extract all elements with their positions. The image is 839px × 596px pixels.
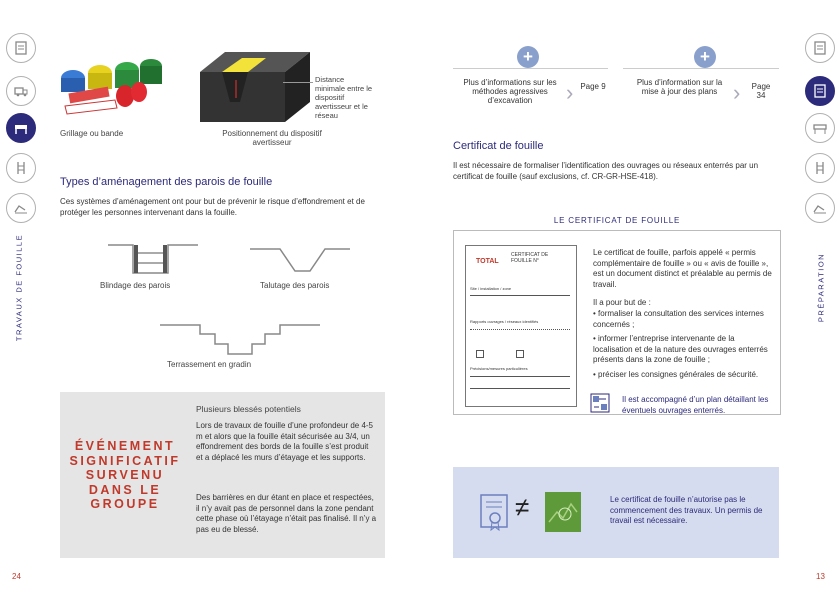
nav-ladder-icon[interactable] <box>6 153 36 183</box>
caption-positionnement: Positionnement du dispositif avertisseur <box>222 129 322 147</box>
nav-trench-icon[interactable] <box>6 193 36 223</box>
doc-rule-2 <box>470 329 570 330</box>
info-chevron-icon-2: › <box>733 80 741 105</box>
doc-line-1: Site / installation / zone <box>470 286 512 291</box>
talutage-illustration <box>250 245 350 275</box>
certificat-intro: Il est nécessaire de formaliser l’identification des ouvrages ou réseaux enterrés par un certificat de fouille (sauf exclusions, cf. CR-GR-HSE-418). <box>453 161 759 181</box>
nav-document-icon[interactable] <box>6 33 36 63</box>
plan-note: Il est accompagné d’un plan détaillant les éventuels ouvrages enterrés. <box>622 395 769 415</box>
caption-grillage: Grillage ou bande <box>60 129 124 138</box>
doc-checkbox-2 <box>516 350 524 358</box>
event-heading: ÉVÉNEMENT SIGNIFICATIF SURVENU DANS LE GROUPE <box>69 439 181 511</box>
section-title-parois: Types d’aménagement des parois de fouille <box>60 176 273 188</box>
doc-rule-4 <box>470 388 570 389</box>
doc-line-2: Rapports ouvrages / réseaux identifiés <box>470 319 539 324</box>
nav-right-document-icon[interactable] <box>805 33 835 63</box>
goal-text-1: formaliser la consultation des services internes concernés ; <box>593 309 764 329</box>
certificat-goal-intro: Il a pour but de : <box>593 298 651 307</box>
nav-right-barrier-icon[interactable] <box>805 113 835 143</box>
info-box-1-text: Plus d’informations sur les méthodes agressives d’excavation <box>463 78 557 105</box>
section-intro-parois: Ces systèmes d’aménagement ont pour but de prévenir le risque d’effondrement et de protéger les personnes intervenant dans la fouille. <box>60 197 365 217</box>
section-title-certificat: Certificat de fouille <box>453 140 544 152</box>
info-box-2-page: Page 34 <box>751 82 771 100</box>
doc-rule-3 <box>470 376 570 377</box>
grillage-illustration <box>55 48 167 120</box>
terrassement-illustration <box>160 320 320 360</box>
caption-terrassement: Terrassement en gradin <box>167 360 252 369</box>
side-label-right: PRÉPARATION <box>816 252 826 323</box>
doc-line-3: Précisions/mesures particulières <box>470 366 528 371</box>
event-lead: Plusieurs blessés potentiels <box>196 404 301 414</box>
leader-line <box>283 82 313 83</box>
page-number-right: 13 <box>816 572 825 581</box>
nav-truck-icon[interactable] <box>6 76 36 106</box>
doc-rule-1 <box>470 295 570 296</box>
goal-item-2: • informer l’entreprise intervenante de la localisation et de la nature des ouvrages enterrés présents dans la zone de fouille ; <box>593 334 768 364</box>
doc-brand: TOTAL <box>476 258 499 265</box>
goal-item-1: • formaliser la consultation des services internes concernés ; <box>593 309 764 329</box>
trench-warning-illustration <box>200 52 310 122</box>
nav-right-ladder-icon[interactable] <box>805 153 835 183</box>
blindage-illustration <box>108 237 198 277</box>
map-plan-icon <box>590 393 610 413</box>
doc-title: CERTIFICAT DE FOUILLE N° <box>511 252 549 264</box>
certificat-document-preview <box>465 245 577 407</box>
event-para2: Des barrières en dur étant en place et respectées, il n’y avait pas de personnel dans la zone pendant cette phase où l’étayage n’était pas finalisé. Il n’y a pas eu de blessé. <box>196 493 377 534</box>
caption-blindage: Blindage des parois <box>100 281 171 290</box>
nav-barrier-icon[interactable] <box>6 113 36 143</box>
side-label-left: TRAVAUX DE FOUILLE <box>14 233 24 342</box>
goal-text-3: préciser les consignes générales de sécurité. <box>598 370 759 379</box>
nav-right-checklist-icon[interactable] <box>805 76 835 106</box>
certificat-header: LE CERTIFICAT DE FOUILLE <box>453 216 781 225</box>
goal-item-3: • préciser les consignes générales de sécurité. <box>593 370 759 379</box>
goal-text-2: informer l’entreprise intervenante de la localisation et de la nature des ouvrages enterrés présents dans la zone de fouille ; <box>593 334 768 364</box>
info-plus-icon-2[interactable]: + <box>694 46 716 68</box>
info-plus-icon-1[interactable]: + <box>517 46 539 68</box>
warning-text: Le certificat de fouille n’autorise pas le commencement des travaux. Un permis de travail est nécessaire. <box>610 495 763 525</box>
event-para1: Lors de travaux de fouille d’une profondeur de 4-5 m et alors que la fouille était sécurisée au 3/4, un effondrement des bords de la fouille s’est produit et a déplacé les murs d’étayage et les supports. <box>196 421 374 462</box>
doc-checkbox-1 <box>476 350 484 358</box>
info-box-1-page: Page 9 <box>580 82 606 91</box>
not-equal-symbol: ≠ <box>515 492 530 522</box>
certificat-description: Le certificat de fouille, parfois appelé « permis complémentaire de fouille » ou « avis de fouille », est un document distinct et préalable au permis de travail. <box>593 248 772 289</box>
caption-distance: Distance minimale entre le dispositif avertisseur et le réseau <box>315 75 373 120</box>
work-permit-icon <box>545 492 581 532</box>
info-chevron-icon-1: › <box>566 80 574 105</box>
info-box-2-text: Plus d’information sur la mise à jour des plans <box>636 78 723 96</box>
nav-right-trench-icon[interactable] <box>805 193 835 223</box>
caption-talutage: Talutage des parois <box>260 281 330 290</box>
certificate-icon <box>480 494 510 532</box>
page-number-left: 24 <box>12 572 21 581</box>
